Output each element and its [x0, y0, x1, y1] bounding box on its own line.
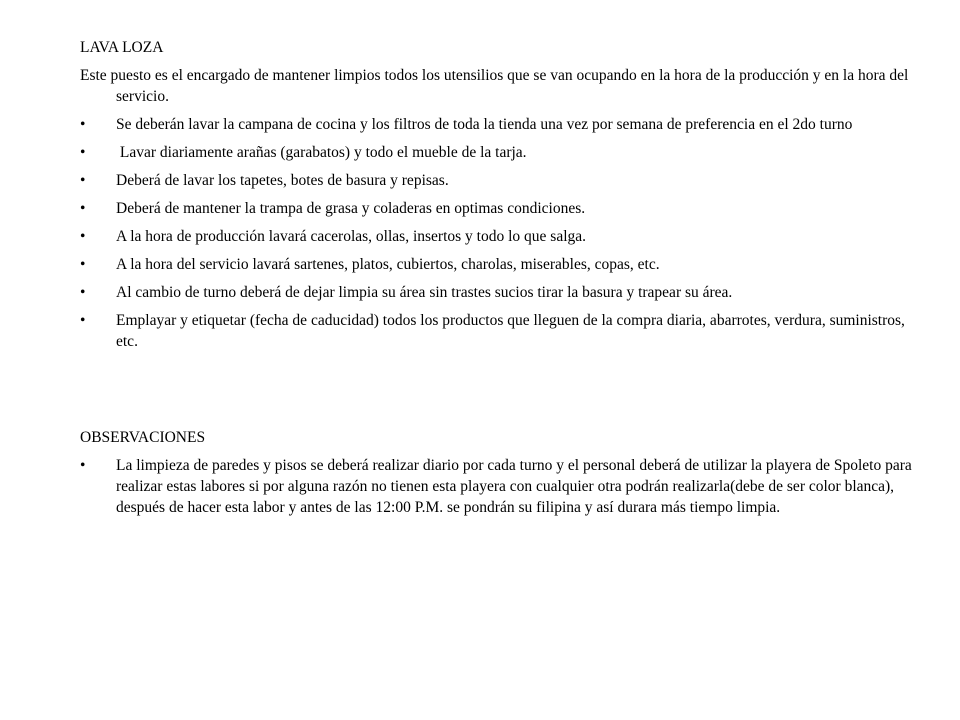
section-lava-loza: [80, 37, 925, 359]
section-heading-lava-loza: LAVA LOZA: [80, 39, 164, 56]
bullet-icon: •: [80, 457, 86, 474]
list-item: [80, 198, 925, 219]
list-item: [80, 142, 925, 163]
list-item-text: Emplayar y etiquetar (fecha de caducidad) todos los productos que lleguen de la compra diaria, abarrotes, verdura, suministros, etc.: [116, 312, 905, 350]
bullet-icon: •: [80, 200, 86, 217]
bullet-icon: •: [80, 116, 86, 133]
bullet-icon: •: [80, 172, 86, 189]
list-item-text: Lavar diariamente arañas (garabatos) y todo el mueble de la tarja.: [116, 144, 527, 161]
list-item-text: Deberá de mantener la trampa de grasa y coladeras en optimas condiciones.: [116, 200, 586, 217]
list-item-text: Se deberán lavar la campana de cocina y los filtros de toda la tienda una vez por semana de preferencia en el 2do turno: [116, 116, 853, 133]
observations-list: [80, 455, 925, 518]
list-item: [80, 114, 925, 135]
bullet-icon: •: [80, 284, 86, 301]
list-item-text: Deberá de lavar los tapetes, botes de basura y repisas.: [116, 172, 449, 189]
list-item: [80, 226, 925, 247]
list-item: [80, 170, 925, 191]
list-item-text: La limpieza de paredes y pisos se deberá realizar diario por cada turno y el personal deberá de utilizar la playera de Spoleto para realizar estas labores si por alguna razón no tienen esta playera con cualquier otra podrán realizarla(debe de ser color blanca), después de hacer esta labor y antes de las 12:00 P.M. se pondrán su filipina y así durara más tiempo limpia.: [116, 457, 912, 516]
bullet-icon: •: [80, 256, 86, 273]
bullet-icon: •: [80, 144, 86, 161]
intro-paragraph: Este puesto es el encargado de mantener limpios todos los utensilios que se van ocupando en la hora de la producción y en la hora del servicio.: [80, 67, 909, 105]
list-item: [80, 254, 925, 275]
section-heading-observaciones: OBSERVACIONES: [80, 429, 206, 446]
bullet-icon: •: [80, 228, 86, 245]
section-observaciones: [80, 427, 925, 525]
list-item: [80, 455, 925, 518]
bullet-icon: •: [80, 312, 86, 329]
list-item-text: A la hora de producción lavará cacerolas, ollas, insertos y todo lo que salga.: [116, 228, 587, 245]
list-item: [80, 310, 925, 352]
duties-list: [80, 114, 925, 352]
list-item: [80, 282, 925, 303]
list-item-text: Al cambio de turno deberá de dejar limpia su área sin trastes sucios tirar la basura y trapear su área.: [116, 284, 733, 301]
list-item-text: A la hora del servicio lavará sartenes, platos, cubiertos, charolas, miserables, copas, etc.: [116, 256, 660, 273]
